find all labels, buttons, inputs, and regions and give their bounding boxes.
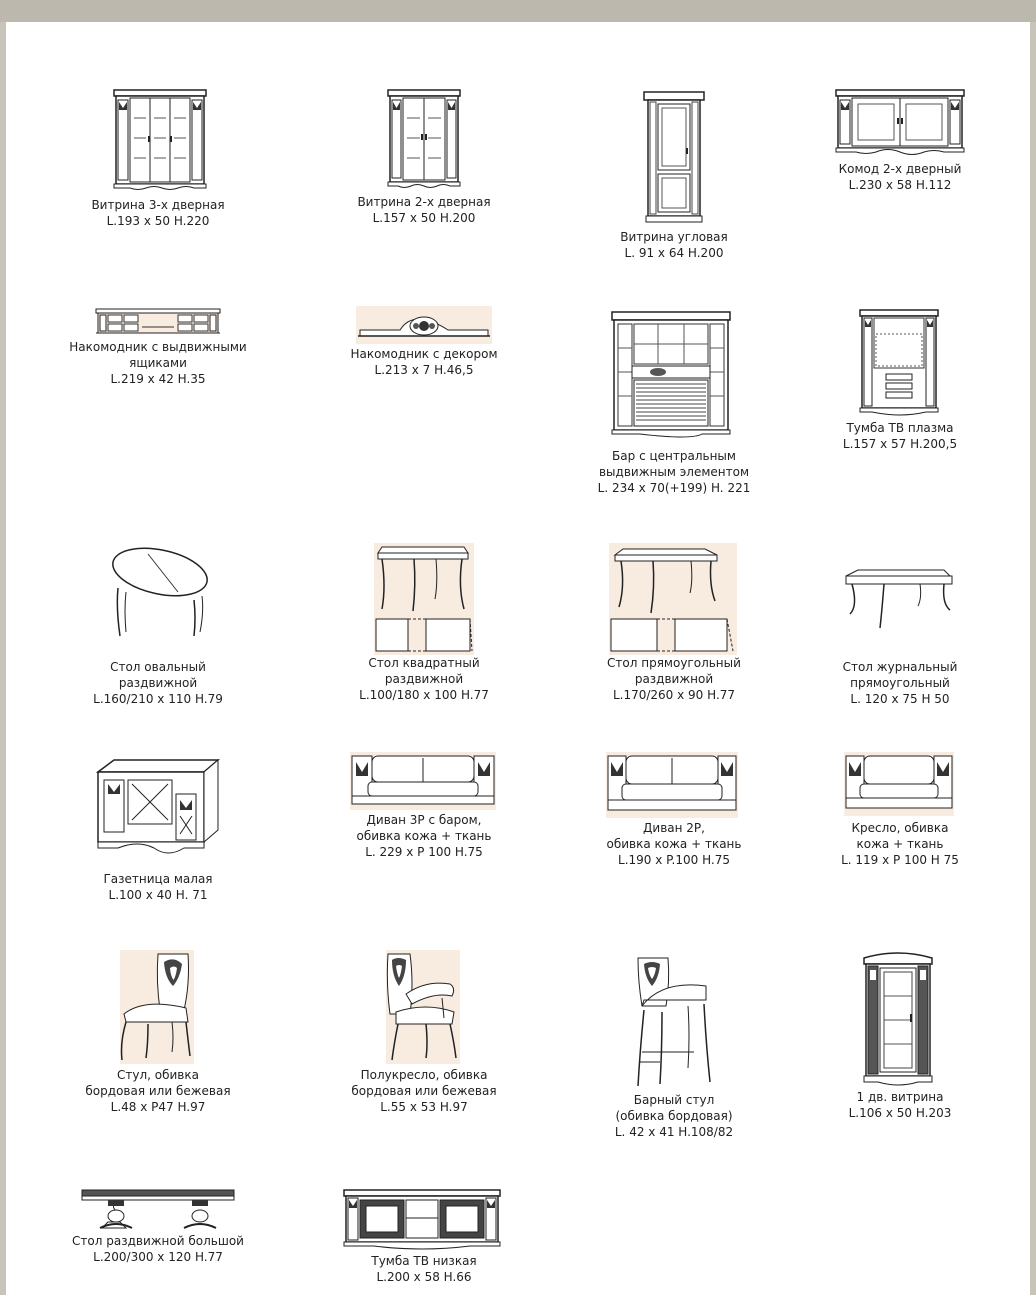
caption-1: Витрина 3-х дверная L.193 x 50 H.220 [91,198,225,228]
oval-table-icon [108,544,212,640]
caption-2: Витрина 2-х дверная L.157 x 50 H.200 [357,195,491,225]
corner-display-cabinet-icon [642,88,706,226]
armchair-dining-icon [386,950,460,1064]
caption-10: Стол квадратный раздвижной L.100/180 x 100 H.77 [359,656,489,702]
newspaper-stand-icon [96,758,220,866]
square-table-icon [374,543,474,655]
display-cabinet-3-door-icon [112,88,208,192]
large-extending-table-icon [80,1186,236,1232]
caption-15: Диван 2Р, обивка кожа + ткань L.190 x P.100 H.75 [606,821,742,867]
chair-icon [120,950,194,1064]
frame-right [1030,22,1036,1295]
single-door-display-icon [862,950,934,1088]
coffee-table-icon [844,566,956,632]
tv-stand-plasma-icon [858,308,940,418]
display-cabinet-2-door-icon [386,88,462,192]
top-bar [0,0,1036,22]
sofa-2-seat-icon [606,752,738,818]
caption-19: Барный стул (обивка бордовая) L. 42 x 41 H.108/82 [614,1093,734,1139]
caption-4: Комод 2-х дверный L.230 x 58 H.112 [838,162,962,192]
bar-stool-icon [632,954,712,1090]
caption-14: Диван 3Р с баром, обивка кожа + ткань L. 229 x P 100 H.75 [356,813,492,859]
caption-22: Тумба ТВ низкая L.200 x 58 H.66 [371,1254,477,1284]
caption-9: Стол овальный раздвижной L.160/210 x 110 H.79 [93,660,223,706]
caption-7: Бар с центральным выдвижным элементом L. 234 x 70(+199) H. 221 [597,449,751,495]
frame-left [0,22,6,1295]
caption-3: Витрина угловая L. 91 x 64 H.200 [620,230,728,260]
caption-20: 1 дв. витрина L.106 x 50 H.203 [848,1090,952,1120]
caption-16: Кресло, обивка кожа + ткань L. 119 x P 100 H 75 [841,821,959,867]
caption-12: Стол журнальный прямоугольный L. 120 x 75 H 50 [842,660,958,706]
caption-6: Накомодник с декором L.213 x 7 H.46,5 [350,347,498,377]
caption-11: Стол прямоугольный раздвижной L.170/260 x 90 H.77 [607,656,741,702]
dresser-top-decor-icon [356,306,492,344]
bar-cabinet-icon [610,310,732,442]
caption-8: Тумба ТВ плазма L.157 x 57 H.200,5 [842,421,958,451]
caption-5: Накомодник с выдвижными ящиками L.219 x 42 H.35 [69,340,247,386]
chest-2-door-icon [834,88,966,160]
rectangular-table-icon [609,543,737,655]
caption-21: Стол раздвижной большой L.200/300 x 120 H.77 [72,1234,244,1264]
tv-stand-low-icon [342,1188,502,1252]
caption-18: Полукресло, обивка бордовая или бежевая L.55 x 53 H.97 [351,1068,497,1114]
sofa-3-seat-icon [350,752,496,810]
caption-13: Газетница малая L.100 x 40 H. 71 [103,872,213,902]
armchair-icon [844,752,954,816]
caption-17: Стул, обивка бордовая или бежевая L.48 x P47 H.97 [85,1068,231,1114]
dresser-top-drawers-icon [94,307,222,337]
